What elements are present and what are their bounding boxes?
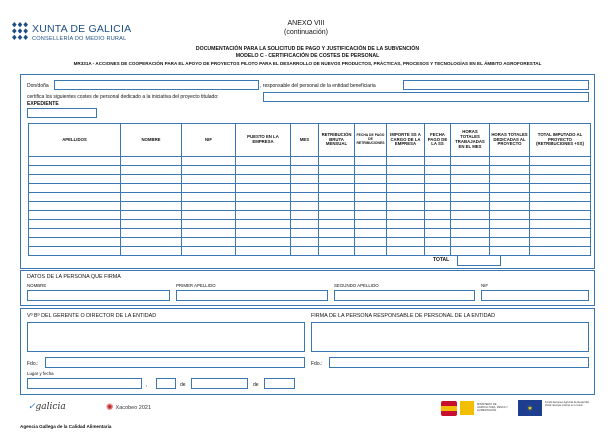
comma-label: , — [146, 382, 148, 388]
de-label-1: de — [180, 382, 186, 388]
eu-flag-icon: ✶ — [518, 400, 542, 416]
segundo-apellido-label: SEGUNDO APELLIDO — [334, 283, 379, 288]
responsible-signature-box[interactable] — [311, 322, 589, 352]
expediente-field[interactable] — [27, 108, 97, 118]
total-field[interactable] — [457, 255, 501, 266]
fdo-left-label: Fdo.: — [27, 361, 39, 367]
fdo-left-field[interactable] — [45, 357, 305, 368]
de-label-2: de — [253, 382, 259, 388]
col-mes: MES — [291, 124, 319, 157]
year-field[interactable] — [264, 378, 295, 389]
agency-name: Agencia Gallega de la Calidad Alimentaria — [20, 424, 112, 429]
table-row[interactable] — [29, 229, 591, 238]
ministry-text: MINISTERIO DE AGRICULTURA, PESCA Y ALIMENTACIÓN — [477, 403, 508, 413]
table-row[interactable] — [29, 175, 591, 184]
place-field[interactable] — [27, 378, 142, 389]
xacobeo-shell-icon: ✺ — [106, 402, 114, 412]
project-title-field[interactable] — [263, 92, 589, 102]
gerente-signature-box[interactable] — [27, 322, 305, 352]
table-row[interactable] — [29, 193, 591, 202]
col-fecha-pago-ss: FECHA PAGO DE LA SS — [425, 124, 451, 157]
day-field[interactable] — [156, 378, 176, 389]
fdo-right-label: Fdo.: — [311, 361, 323, 367]
col-total-imputado: TOTAL IMPUTADO AL PROYECTO (RETRIBUCIONES +SS) — [530, 124, 591, 157]
nombre-label: NOMBRE — [27, 283, 47, 288]
responsible-label: , responsable del personal de la entidad beneficiaria — [260, 83, 376, 89]
table-row[interactable] — [29, 238, 591, 247]
personnel-costs-table — [28, 123, 591, 256]
annex-title: ANEXO VIII — [287, 20, 325, 27]
col-nombre: NOMBRE — [121, 124, 182, 157]
col-nif: NIF — [182, 124, 236, 157]
org-dept: CONSELLERÍA DO MEDIO RURAL — [32, 36, 127, 42]
table-row[interactable] — [29, 220, 591, 229]
spain-flag-icon — [460, 401, 474, 415]
don-label: Don/doña — [27, 83, 49, 89]
firma-title: FIRMA DE LA PERSONA RESPONSABLE DE PERSONAL DE LA ENTIDAD — [311, 313, 496, 319]
expediente-label: EXPEDIENTE — [27, 101, 59, 107]
table-row[interactable] — [29, 184, 591, 193]
doc-heading-1: DOCUMENTACIÓN PARA LA SOLICITUD DE PAGO Y JUSTIFICACIÓN DE LA SUBVENCIÓN — [195, 46, 420, 52]
table-row[interactable] — [29, 166, 591, 175]
col-horas-proyecto: HORAS TOTALES DEDICADAS AL PROYECTO — [490, 124, 530, 157]
table-row[interactable] — [29, 211, 591, 220]
col-retribucion: RETRIBUCIÓN BRUTA MENSUAL — [319, 124, 355, 157]
spain-shield-icon — [441, 401, 457, 416]
signer-nif-field[interactable] — [481, 290, 589, 301]
signer-nombre-field[interactable] — [27, 290, 170, 301]
col-horas-trabajadas: HORAS TOTALES TRABAJADAS EN EL MES — [451, 124, 490, 157]
galicia-logo: ✓galicia — [28, 402, 66, 412]
certifies-label: certifica los siguientes costes de personal dedicado a la iniciativa del proyecto titulado: — [27, 94, 219, 100]
fdo-right-field[interactable] — [329, 357, 589, 368]
table-row[interactable] — [29, 202, 591, 211]
doc-heading-2: MODELO C - CERTIFICACIÓN DE COSTES DE PERSONAL — [235, 53, 380, 59]
xunta-logo-icon — [12, 22, 28, 40]
col-apellidos: APELLIDOS — [29, 124, 121, 157]
doc-heading-3: MR331A - ACCIONES DE COOPERACIÓN PARA EL APOYO DE PROYECTOS PILOTO PARA EL DESARROLLO DE NUEVOS PRODUCTOS, PRÁCTICAS, PROCESOS Y TECNOLOGÍAS EN EL ÁMBITO AGROFORESTAL — [73, 61, 542, 66]
galicia-mark-icon: ✓ — [28, 402, 36, 412]
signer-section-title: DATOS DE LA PERSONA QUE FIRMA — [27, 274, 121, 280]
don-name-field[interactable] — [54, 80, 259, 90]
entity-field[interactable] — [403, 80, 589, 90]
annex-subtitle: (continuación) — [284, 29, 328, 36]
nif-label: NIF — [481, 283, 489, 288]
total-label: TOTAL — [433, 257, 450, 263]
col-importe-ss: IMPORTE SS A CARGO DE LA EMPRESA — [387, 124, 425, 157]
signer-segundo-apellido-field[interactable] — [334, 290, 475, 301]
eu-feader-text: Fondo Europeo Agrícola de Desarrollo Rural: Europa invierte en el rural — [545, 401, 590, 408]
col-fecha-pago-retribuciones: FECHA DE PAGO DE RETRIBUCIONES — [355, 124, 387, 157]
primer-apellido-label: PRIMER APELLIDO — [176, 283, 216, 288]
table-row[interactable] — [29, 247, 591, 256]
signer-primer-apellido-field[interactable] — [176, 290, 328, 301]
table-row[interactable] — [29, 157, 591, 166]
month-field[interactable] — [191, 378, 248, 389]
place-date-label: Lugar y fecha — [27, 371, 54, 376]
col-puesto: PUESTO EN LA EMPRESA — [236, 124, 291, 157]
gerente-title: Vº Bº DEL GERENTE O DIRECTOR DE LA ENTIDAD — [27, 313, 157, 319]
xacobeo-logo: ✺ Xacobeo 2021 — [106, 402, 152, 412]
org-name: XUNTA DE GALICIA — [32, 23, 132, 35]
